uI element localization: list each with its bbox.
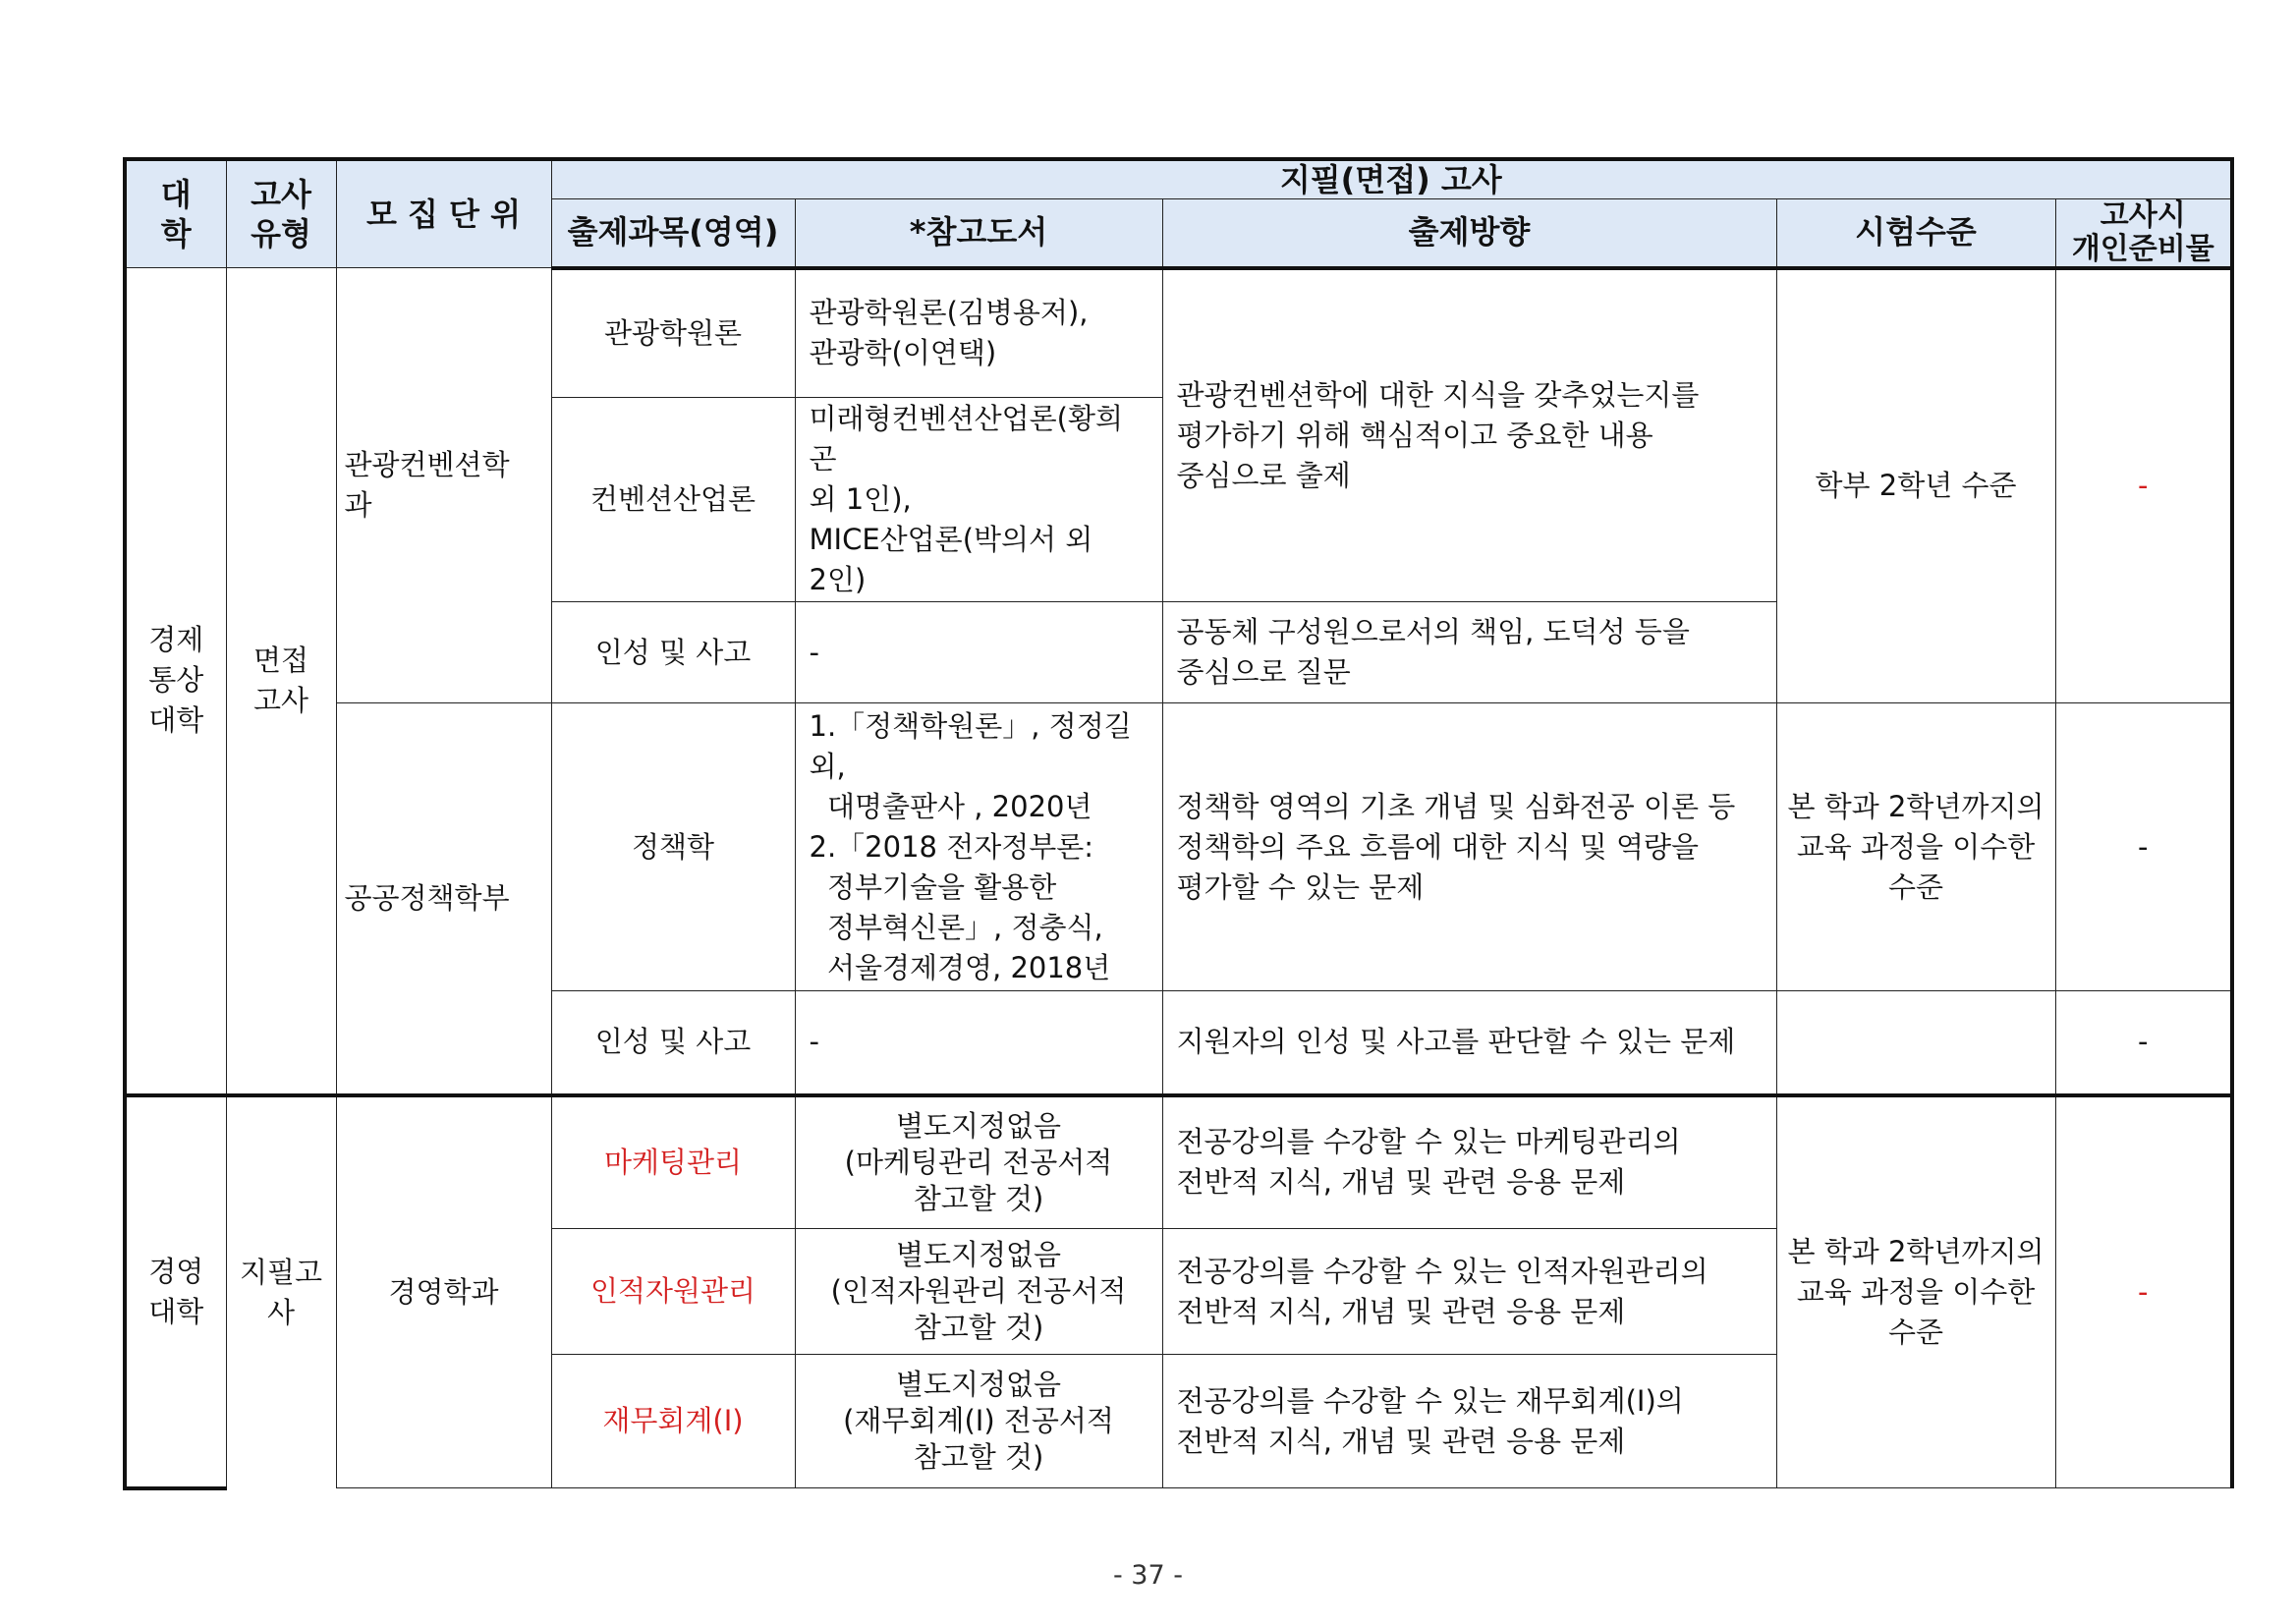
cell-direction: 전공강의를 수강할 수 있는 인적자원관리의 전반적 지식, 개념 및 관련 응용 문제 — [1162, 1229, 1776, 1355]
header-level: 시험수준 — [1776, 198, 2055, 268]
cell-preparation: - — [2055, 268, 2232, 703]
cell-preparation: - — [2055, 991, 2232, 1095]
cell-level: 본 학과 2학년까지의 교육 과정을 이수한 수준 — [1776, 1095, 2055, 1488]
cell-books: 별도지정없음 (인적자원관리 전공서적 참고할 것) — [795, 1229, 1162, 1355]
header-preparation: 고사시 개인준비물 — [2055, 198, 2232, 268]
cell-level: 본 학과 2학년까지의 교육 과정을 이수한 수준 — [1776, 703, 2055, 991]
cell-books: - — [795, 602, 1162, 703]
cell-subject: 컨벤션산업론 — [551, 398, 795, 602]
cell-dept: 경영학과 — [336, 1095, 551, 1488]
cell-subject: 인적자원관리 — [551, 1229, 795, 1355]
table-row — [125, 1095, 2232, 1229]
cell-subject: 관광학원론 — [551, 268, 795, 398]
cell-direction: 전공강의를 수강할 수 있는 재무회계(I)의 전반적 지식, 개념 및 관련 응용 문제 — [1162, 1355, 1776, 1488]
header-direction: 출제방향 — [1162, 198, 1776, 268]
header-university: 대 학 — [125, 159, 226, 268]
exam-table — [123, 157, 2234, 1490]
cell-dept: 공공정책학부 — [336, 703, 551, 1095]
cell-books: 별도지정없음 (재무회계(I) 전공서적 참고할 것) — [795, 1355, 1162, 1488]
header-reference-books: *참고도서 — [795, 198, 1162, 268]
table-row — [125, 703, 2232, 991]
cell-direction: 공동체 구성원으로서의 책임, 도덕성 등을 중심으로 질문 — [1162, 602, 1776, 703]
header-recruit-unit: 모 집 단 위 — [336, 159, 551, 268]
header-exam-group: 지필(면접) 고사 — [551, 159, 2232, 198]
cell-level: 학부 2학년 수준 — [1776, 268, 2055, 703]
header-subject: 출제과목(영역) — [551, 198, 795, 268]
cell-books: 1.「정책학원론」, 정정길 외, 대명출판사 , 2020년 2.「2018 전자정부론: 정부기술을 활용한 정부혁신론」, 정충식, 서울경제경영, 2018년 — [795, 703, 1162, 991]
cell-exam-type: 지필고사 — [226, 1095, 336, 1488]
cell-subject: 마케팅관리 — [551, 1095, 795, 1229]
cell-direction: 전공강의를 수강할 수 있는 마케팅관리의 전반적 지식, 개념 및 관련 응용 문제 — [1162, 1095, 1776, 1229]
cell-exam-type: 면접 고사 — [226, 268, 336, 1095]
page-number: - 37 - — [1112, 1560, 1183, 1591]
cell-level — [1776, 991, 2055, 1095]
cell-subject: 인성 및 사고 — [551, 991, 795, 1095]
cell-subject: 정책학 — [551, 703, 795, 991]
cell-direction: 지원자의 인성 및 사고를 판단할 수 있는 문제 — [1162, 991, 1776, 1095]
cell-direction: 관광컨벤션학에 대한 지식을 갖추었는지를 평가하기 위해 핵심적이고 중요한 내용 중심으로 출제 — [1162, 268, 1776, 602]
table-row — [125, 268, 2232, 398]
cell-books: 미래형컨벤션산업론(황희곤 외 1인), MICE산업론(박의서 외 2인) — [795, 398, 1162, 602]
cell-books: - — [795, 991, 1162, 1095]
cell-subject: 재무회계(I) — [551, 1355, 795, 1488]
cell-preparation: - — [2055, 703, 2232, 991]
cell-books: 관광학원론(김병용저), 관광학(이연택) — [795, 268, 1162, 398]
header-exam-type: 고사 유형 — [226, 159, 336, 268]
cell-subject: 인성 및 사고 — [551, 602, 795, 703]
cell-preparation: - — [2055, 1095, 2232, 1488]
cell-books: 별도지정없음 (마케팅관리 전공서적 참고할 것) — [795, 1095, 1162, 1229]
cell-direction: 정책학 영역의 기초 개념 및 심화전공 이론 등 정책학의 주요 흐름에 대한 지식 및 역량을 평가할 수 있는 문제 — [1162, 703, 1776, 991]
cell-university: 경영 대학 — [125, 1095, 226, 1488]
cell-university: 경제 통상 대학 — [125, 268, 226, 1095]
cell-dept: 관광컨벤션학과 — [336, 268, 551, 703]
